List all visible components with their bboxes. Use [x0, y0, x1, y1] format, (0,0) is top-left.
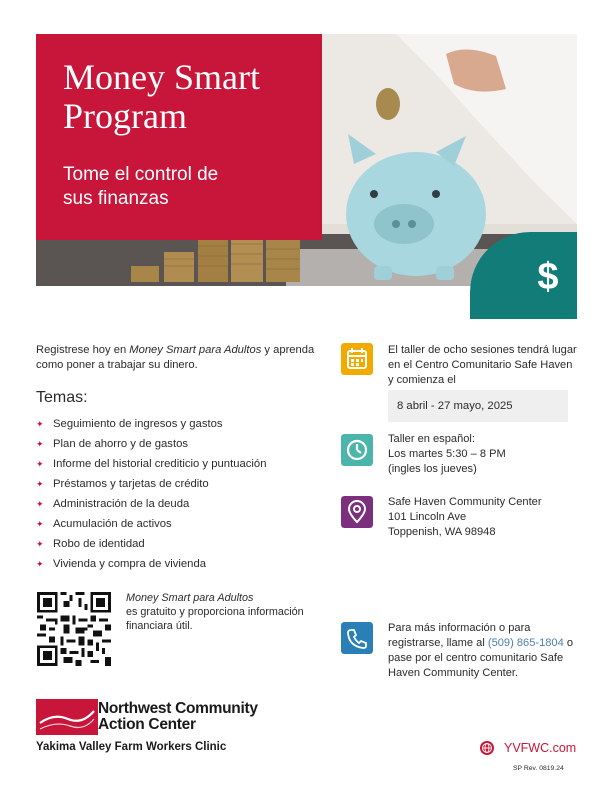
schedule-text: El taller de ocho sesiones tendrá lugar en el Centro Comunitario Safe Haven y comienza el	[388, 344, 577, 386]
location-line-3: Toppenish, WA 98948	[388, 526, 496, 538]
qr-caption-text: es gratuito y proporciona información financiara útil.	[126, 606, 304, 632]
bullet-icon: ✦	[36, 439, 44, 449]
intro-pre: Registrese hoy en	[36, 344, 130, 356]
bullet-icon: ✦	[36, 419, 44, 429]
nwcac-logo	[36, 699, 98, 735]
location-line-2: 101 Lincoln Ave	[388, 511, 467, 523]
contact-info	[388, 621, 578, 681]
intro-text	[36, 343, 316, 373]
topic-item	[36, 496, 326, 516]
topic-label: Robo de identidad	[53, 538, 145, 550]
topic-item	[36, 456, 326, 476]
topic-item	[36, 416, 326, 436]
location-line-1: Safe Haven Community Center	[388, 496, 542, 508]
qr-caption	[126, 591, 306, 633]
globe-icon	[480, 741, 494, 755]
topic-item	[36, 476, 326, 496]
topic-label: Acumulación de activos	[53, 518, 172, 530]
intro-program-name: Money Smart para Adultos	[129, 344, 262, 356]
topic-item	[36, 556, 326, 576]
topics-heading: Temas:	[36, 389, 88, 406]
bullet-icon: ✦	[36, 459, 44, 469]
time-info	[388, 432, 588, 477]
location-info	[388, 495, 588, 540]
phone-link[interactable]: (509) 865-1804	[487, 637, 564, 649]
time-line-3: (ingles los jueves)	[388, 463, 477, 475]
location-pin-icon	[341, 496, 373, 528]
bullet-icon: ✦	[36, 519, 44, 529]
topic-item	[36, 536, 326, 556]
organization-name: Northwest Community Action Center	[98, 700, 258, 733]
revision-code: SP Rev. 0819.24	[513, 765, 564, 772]
qr-code[interactable]	[37, 592, 111, 666]
phone-icon	[341, 622, 373, 654]
topic-label: Informe del historial crediticio y puntuación	[53, 458, 267, 470]
page-subtitle: Tome el control de sus finanzas	[63, 164, 219, 209]
clock-icon	[341, 434, 373, 466]
bullet-icon: ✦	[36, 539, 44, 549]
clinic-name: Yakima Valley Farm Workers Clinic	[36, 741, 227, 753]
topics-list	[36, 416, 326, 576]
page-title: Money Smart Program	[63, 57, 260, 136]
website-link[interactable]: YVFWC.com	[504, 741, 577, 755]
time-line-2: Los martes 5:30 – 8 PM	[388, 448, 506, 460]
topic-label: Seguimiento de ingresos y gastos	[53, 418, 223, 430]
contact-post: o pase por el centro comunitario Safe Haven Community Center.	[388, 637, 574, 679]
topic-label: Plan de ahorro y de gastos	[53, 438, 189, 450]
time-line-1: Taller en español:	[388, 433, 475, 445]
bullet-icon: ✦	[36, 499, 44, 509]
topic-label: Préstamos y tarjetas de crédito	[53, 478, 209, 490]
topic-label: Administración de la deuda	[53, 498, 190, 510]
date-range: 8 abril - 27 mayo, 2025	[388, 390, 568, 422]
topic-label: Vivienda y compra de vivienda	[53, 558, 207, 570]
website[interactable]	[480, 741, 576, 755]
bullet-icon: ✦	[36, 479, 44, 489]
intro-post: y aprenda como poner a trabajar su dinero.	[36, 344, 315, 371]
qr-program-name: Money Smart para Adultos	[126, 592, 254, 604]
topic-item	[36, 516, 326, 536]
contact-pre: Para más información o para registrarse, llame al	[388, 622, 531, 649]
dollar-icon: $	[537, 256, 559, 298]
topic-item	[36, 436, 326, 456]
bullet-icon: ✦	[36, 559, 44, 569]
calendar-icon	[341, 343, 373, 375]
